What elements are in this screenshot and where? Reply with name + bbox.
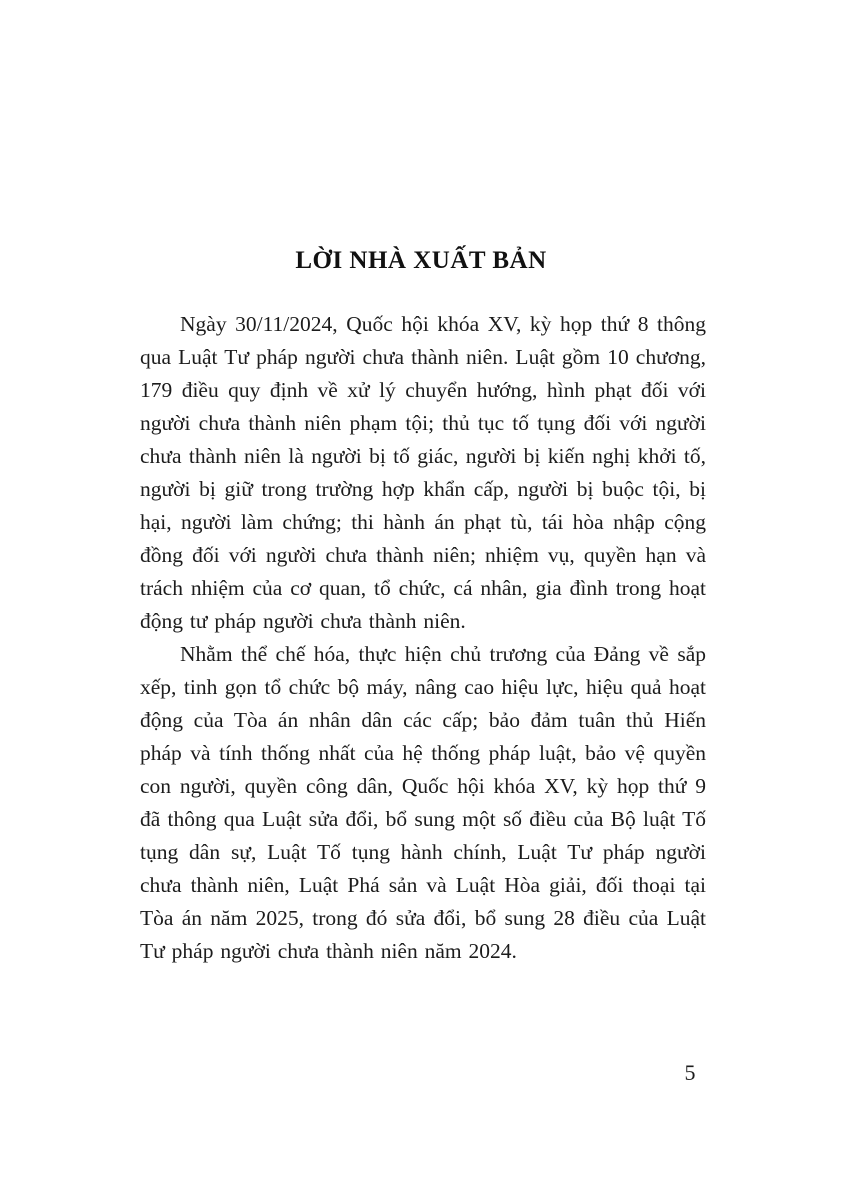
page-number: 5 [684,1060,696,1085]
paragraph: Ngày 30/11/2024, Quốc hội khóa XV, kỳ họp thứ 8 thông qua Luật Tư pháp người chưa thành niên. Luật gồm 10 chương, 179 điều quy định về xử lý chuyển hướng, hình phạt đối với người chưa thành niên phạm tội; thủ tục tố tụng đối với người chưa thành niên là người bị tố giác, người bị kiến nghị khởi tố, người bị giữ trong trường hợp khẩn cấp, người bị buộc tội, bị hại, người làm chứng; thi hành án phạt tù, tái hòa nhập cộng đồng đối với người chưa thành niên; nhiệm vụ, quyền hạn và trách nhiệm của cơ quan, tổ chức, cá nhân, gia đình trong hoạt động tư pháp người chưa thành niên. [140,312,706,633]
body-text [140,308,706,968]
paragraph: Nhằm thể chế hóa, thực hiện chủ trương của Đảng về sắp xếp, tinh gọn tổ chức bộ máy, nâng cao hiệu lực, hiệu quả hoạt động của Tòa án nhân dân các cấp; bảo đảm tuân thủ Hiến pháp và tính thống nhất của hệ thống pháp luật, bảo vệ quyền con người, quyền công dân, Quốc hội khóa XV, kỳ họp thứ 9 đã thông qua Luật sửa đổi, bổ sung một số điều của Bộ luật Tố tụng dân sự, Luật Tố tụng hành chính, Luật Tư pháp người chưa thành niên, Luật Phá sản và Luật Hòa giải, đối thoại tại Tòa án năm 2025, trong đó sửa đổi, bổ sung 28 điều của Luật Tư pháp người chưa thành niên năm 2024. [140,642,706,963]
page-title: LỜI NHÀ XUẤT BẢN [295,246,547,274]
